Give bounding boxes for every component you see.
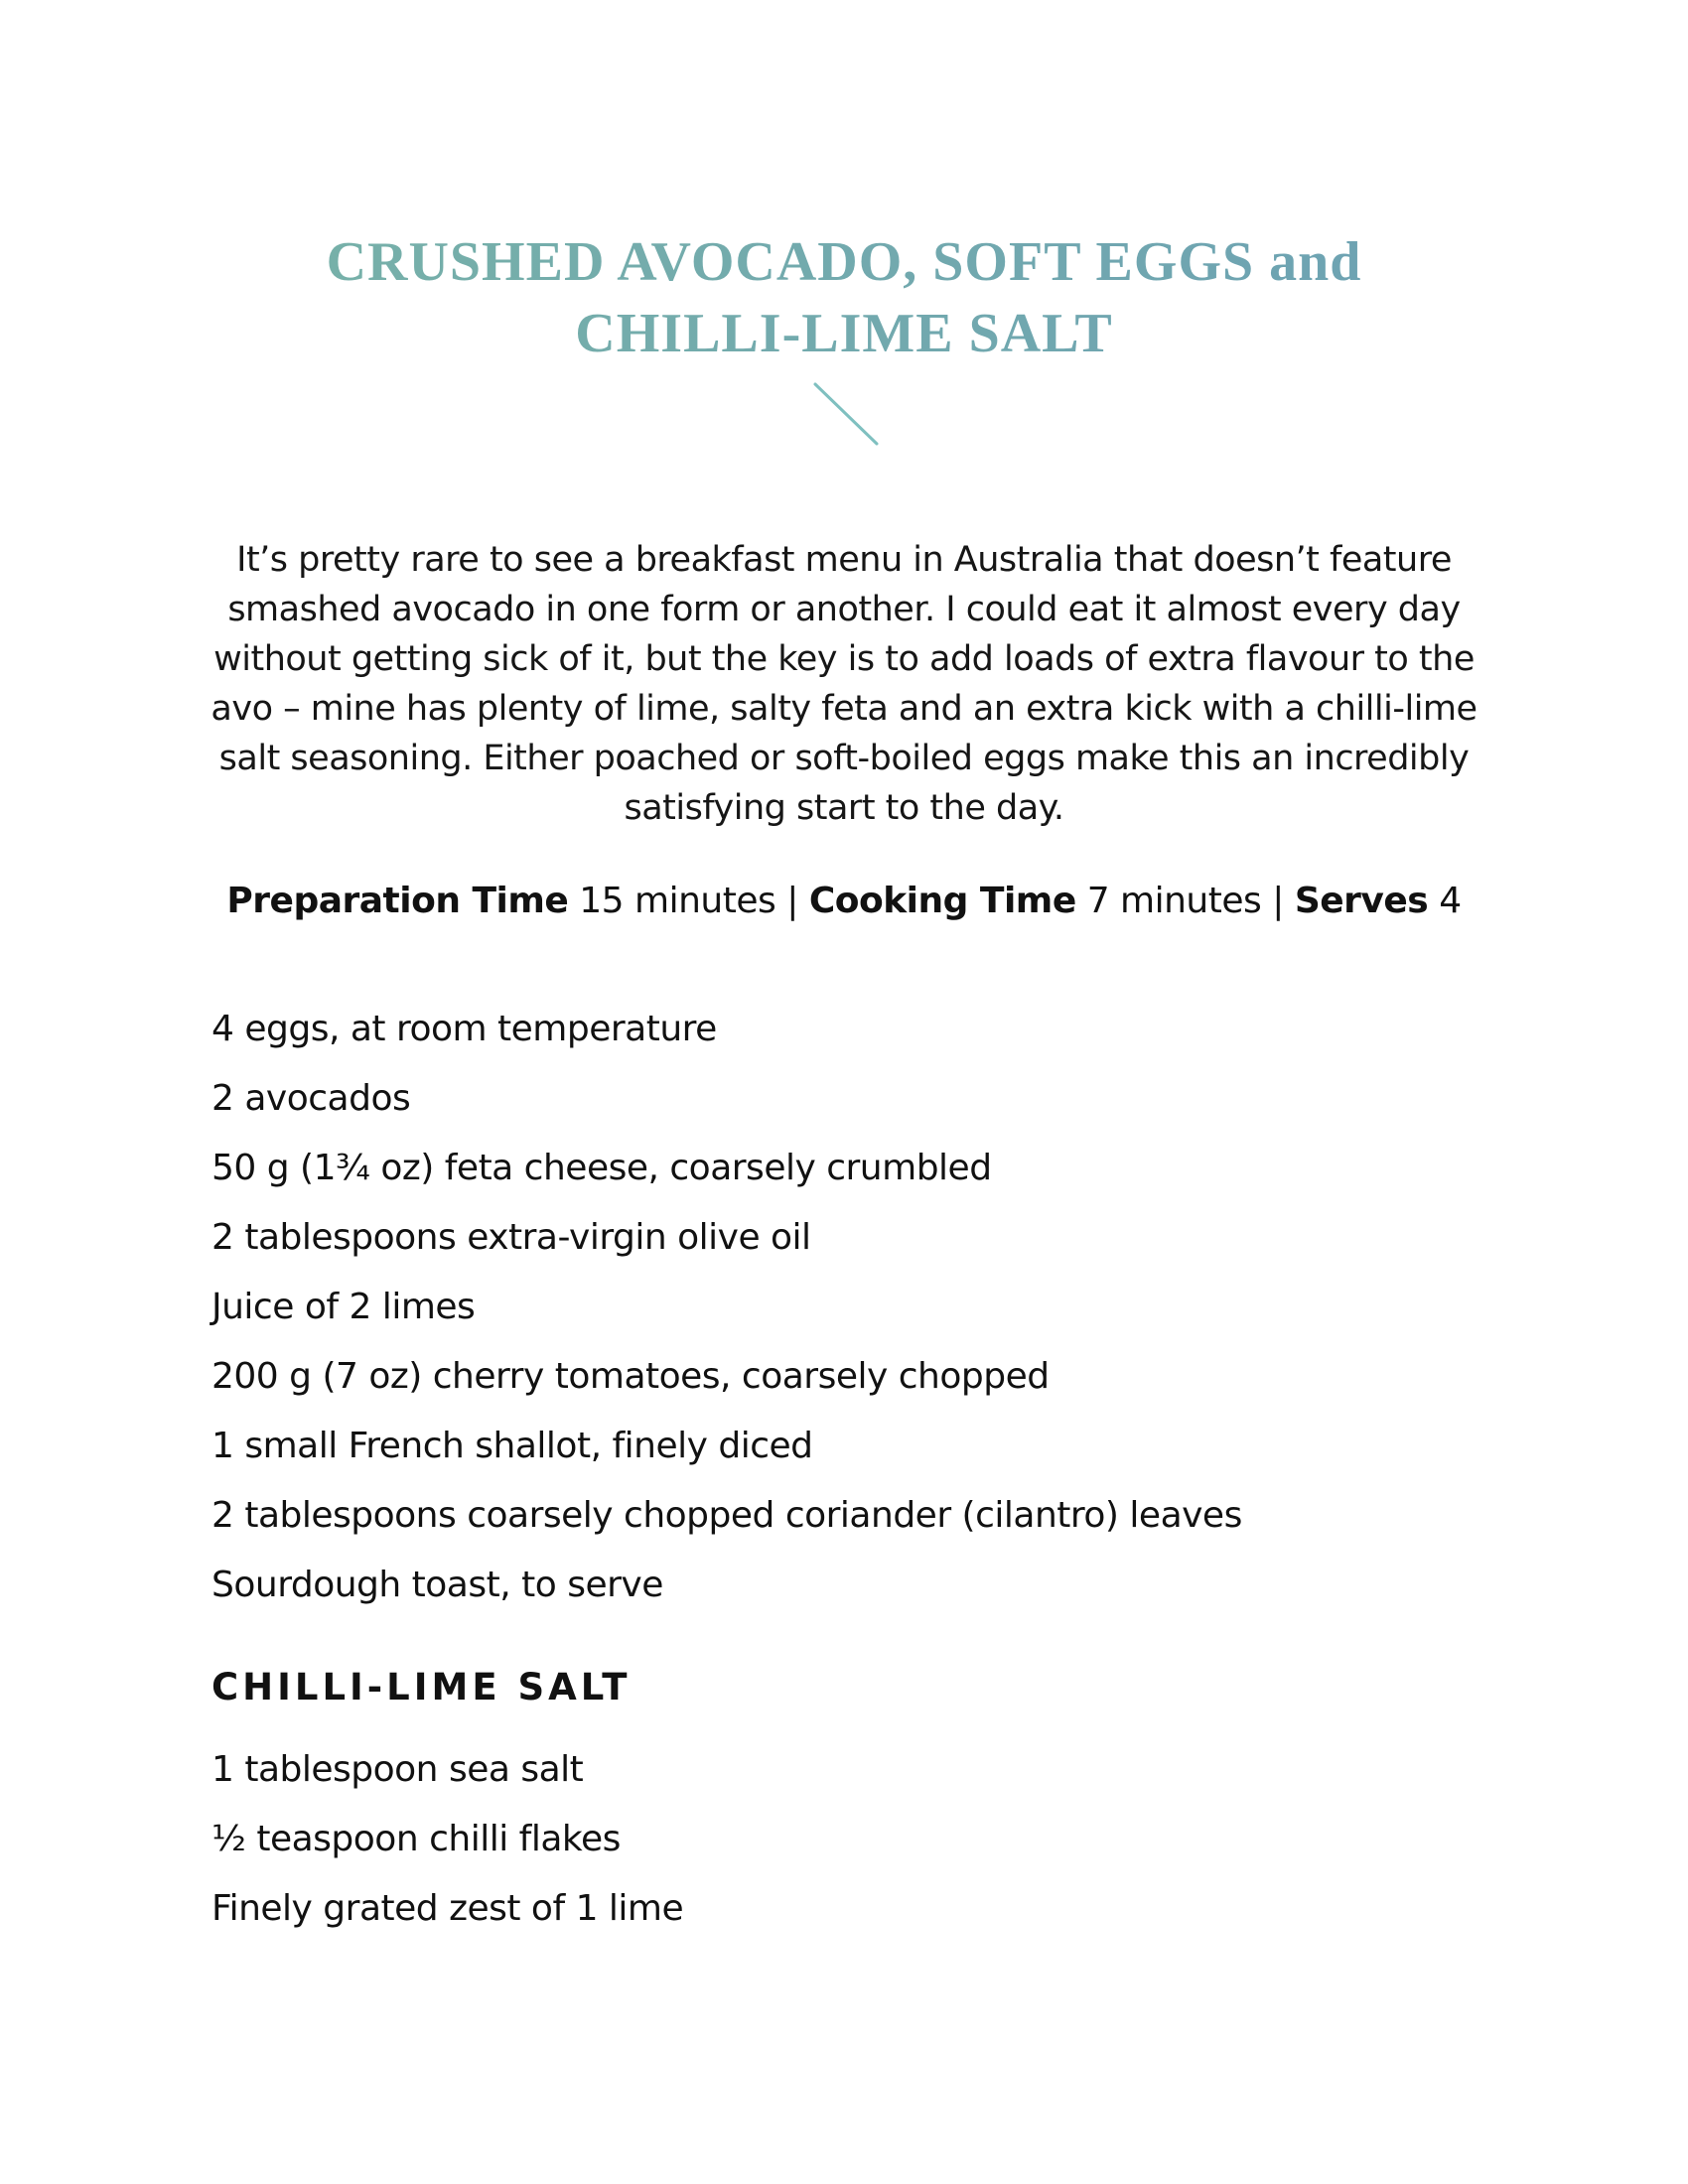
- serves-value: 4: [1439, 881, 1462, 921]
- serves-label: Serves: [1294, 881, 1429, 921]
- ingredient-item: Juice of 2 limes: [211, 1287, 476, 1327]
- meta-separator: |: [1272, 881, 1284, 921]
- diagonal-divider-icon: [812, 381, 880, 447]
- recipe-meta: [0, 878, 1688, 925]
- meta-separator: |: [786, 881, 798, 921]
- ingredient-item: 4 eggs, at room temperature: [211, 1009, 717, 1049]
- recipe-title: [0, 226, 1688, 369]
- salt-ingredient-item: Finely grated zest of 1 lime: [211, 1888, 684, 1929]
- recipe-title-line-2: CHILLI-LIME SALT: [575, 302, 1113, 364]
- salt-ingredient-list: [211, 1735, 683, 1944]
- salt-ingredient-item: 1 tablespoon sea salt: [211, 1749, 584, 1790]
- prep-time-label: Preparation Time: [226, 881, 569, 921]
- ingredient-item: 2 tablespoons extra-virgin olive oil: [211, 1217, 811, 1258]
- cook-time-label: Cooking Time: [808, 881, 1076, 921]
- ingredient-list: [211, 995, 1242, 1620]
- chilli-lime-salt-heading: CHILLI-LIME SALT: [211, 1666, 632, 1708]
- cook-time-value: 7 minutes: [1086, 881, 1262, 921]
- salt-ingredient-item: ½ teaspoon chilli flakes: [211, 1819, 621, 1859]
- ingredient-item: Sourdough toast, to serve: [211, 1565, 663, 1605]
- ingredient-item: 50 g (1¾ oz) feta cheese, coarsely crumbled: [211, 1148, 992, 1188]
- prep-time-value: 15 minutes: [579, 881, 776, 921]
- ingredient-item: 2 avocados: [211, 1078, 411, 1119]
- ingredient-item: 2 tablespoons coarsely chopped coriander (cilantro) leaves: [211, 1495, 1242, 1536]
- recipe-intro: It’s pretty rare to see a breakfast menu in Australia that doesn’t feature smashed avocado in one form or another. I could eat it almost every day without getting sick of it, but the key is to add loads of extra flavour to the avo – mine has plenty of lime, salty feta and an extra kick with a chilli-lime salt seasoning. Either poached or soft-boiled eggs make this an incredibly satisfying start to the day.: [211, 540, 1477, 828]
- ingredient-item: 200 g (7 oz) cherry tomatoes, coarsely chopped: [211, 1356, 1050, 1397]
- recipe-title-line-1: CRUSHED AVOCADO, SOFT EGGS and: [326, 230, 1362, 293]
- ingredient-item: 1 small French shallot, finely diced: [211, 1426, 813, 1466]
